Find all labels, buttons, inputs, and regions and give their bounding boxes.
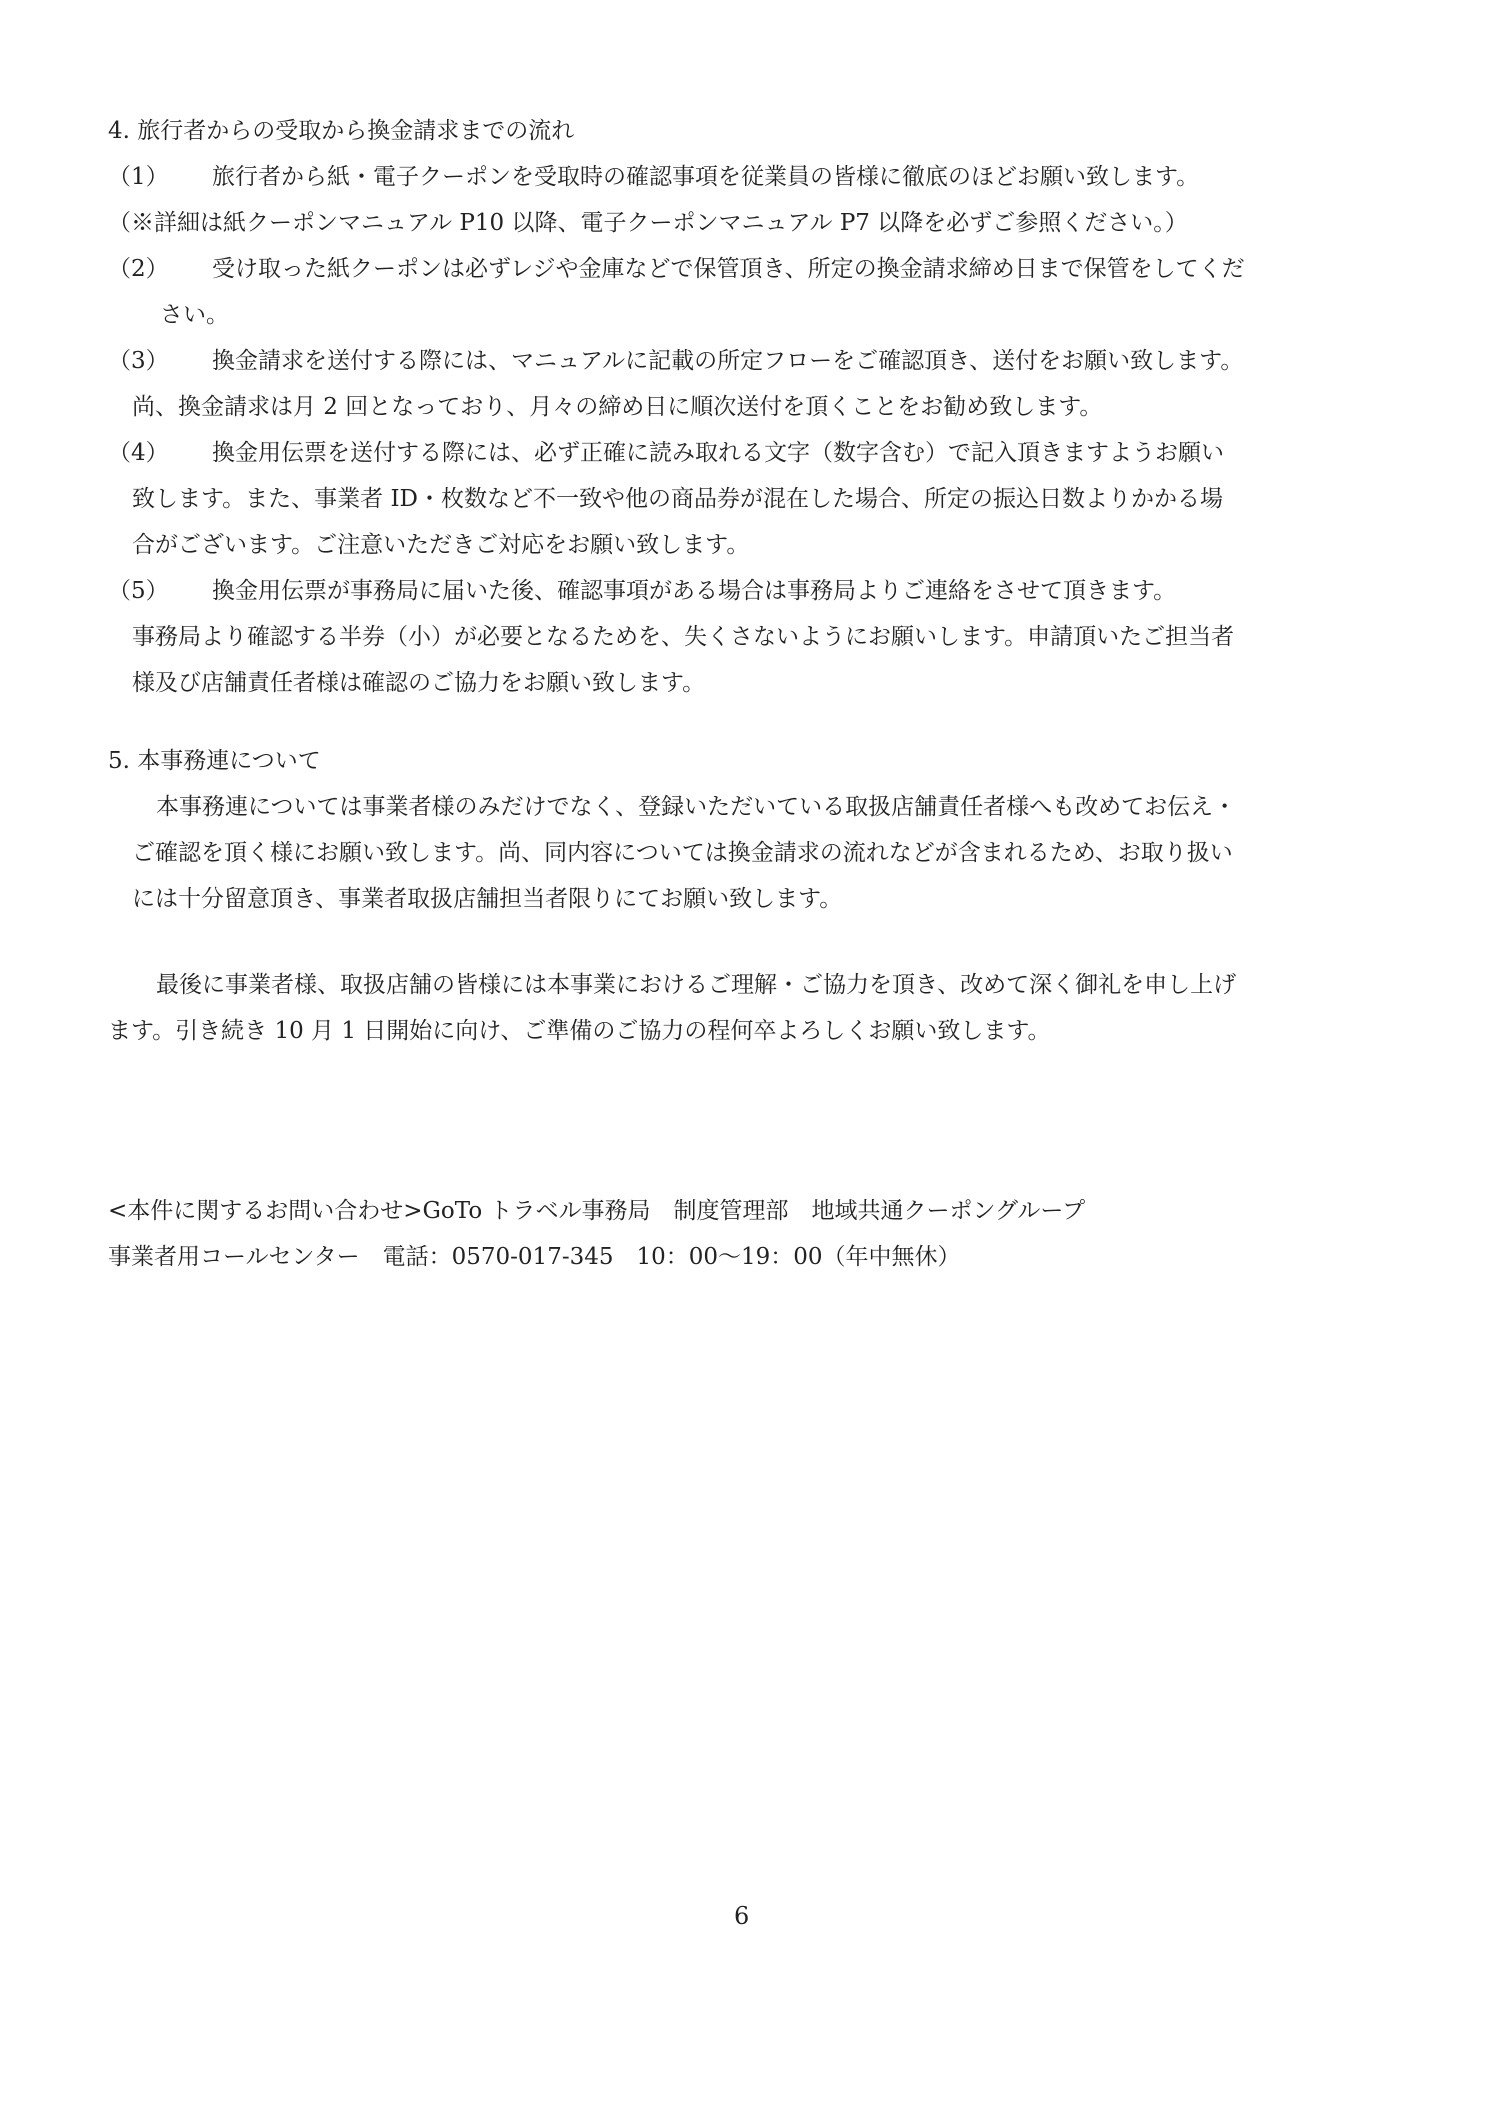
- section5-line1: 本事務連については事業者様のみだけでなく、登録いただいている取扱店舗責任者様へも改めてお伝え・: [156, 794, 1237, 820]
- item5-line1: 換金用伝票が事務局に届いた後、確認事項がある場合は事務局よりご連絡をさせて頂きます。: [212, 578, 1177, 604]
- page-number: 6: [734, 1902, 750, 1930]
- item3-line1: 換金請求を送付する際には、マニュアルに記載の所定フローをご確認頂き、送付をお願い致します。: [212, 348, 1244, 374]
- section4-heading: 4. 旅行者からの受取から換金請求までの流れ: [108, 118, 575, 144]
- item3-marker: （3）: [108, 348, 169, 374]
- item1-line2: （※詳細は紙クーポンマニュアル P10 以降、電子クーポンマニュアル P7 以降を必ずご参照ください。）: [108, 210, 1188, 236]
- item3-line2: 尚、換金請求は月 2 回となっており、月々の締め日に順次送付を頂くことをお勧め致します。: [132, 394, 1103, 420]
- item1-marker: （1）: [108, 164, 169, 190]
- item5-line2: 事務局より確認する半券（小）が必要となるためを、失くさないようにお願いします。申請頂いたご担当者: [132, 624, 1235, 650]
- section5-heading: 5. 本事務連について: [108, 748, 321, 774]
- item4-line2: 致します。また、事業者 ID・枚数など不一致や他の商品券が混在した場合、所定の振込日数よりかかる場: [132, 486, 1223, 512]
- section5-line2: ご確認を頂く様にお願い致します。尚、同内容については換金請求の流れなどが含まれるため、お取り扱い: [132, 840, 1233, 866]
- item4-line3: 合がございます。ご注意いただきご対応をお願い致します。: [132, 532, 750, 558]
- item1-line1: 旅行者から紙・電子クーポンを受取時の確認事項を従業員の皆様に徹底のほどお願い致します。: [212, 164, 1200, 190]
- closing-line2: ます。引き続き 10 月 1 日開始に向け、ご準備のご協力の程何卒よろしくお願い致します。: [108, 1018, 1051, 1044]
- item4-marker: （4）: [108, 440, 169, 466]
- contact-line1: <本件に関するお問い合わせ>GoTo トラベル事務局 制度管理部 地域共通クーポングループ: [108, 1198, 1086, 1224]
- closing-line1: 最後に事業者様、取扱店舗の皆様には本事業におけるご理解・ご協力を頂き、改めて深く御礼を申し上げ: [156, 972, 1237, 998]
- section5-line3: には十分留意頂き、事業者取扱店舗担当者限りにてお願い致します。: [132, 886, 843, 912]
- contact-line2: 事業者用コールセンター 電話：0570-017-345 10：00〜19：00（年中無休）: [108, 1244, 961, 1270]
- item2-line2: さい。: [160, 302, 229, 328]
- item4-line1: 換金用伝票を送付する際には、必ず正確に読み取れる文字（数字含む）で記入頂きますようお願い: [212, 440, 1224, 466]
- item2-line1: 受け取った紙クーポンは必ずレジや金庫などで保管頂き、所定の換金請求締め日まで保管をしてくだ: [212, 256, 1245, 282]
- item5-line3: 様及び店舗責任者様は確認のご協力をお願い致します。: [132, 670, 706, 696]
- item5-marker: （5）: [108, 578, 169, 604]
- item2-marker: （2）: [108, 256, 169, 282]
